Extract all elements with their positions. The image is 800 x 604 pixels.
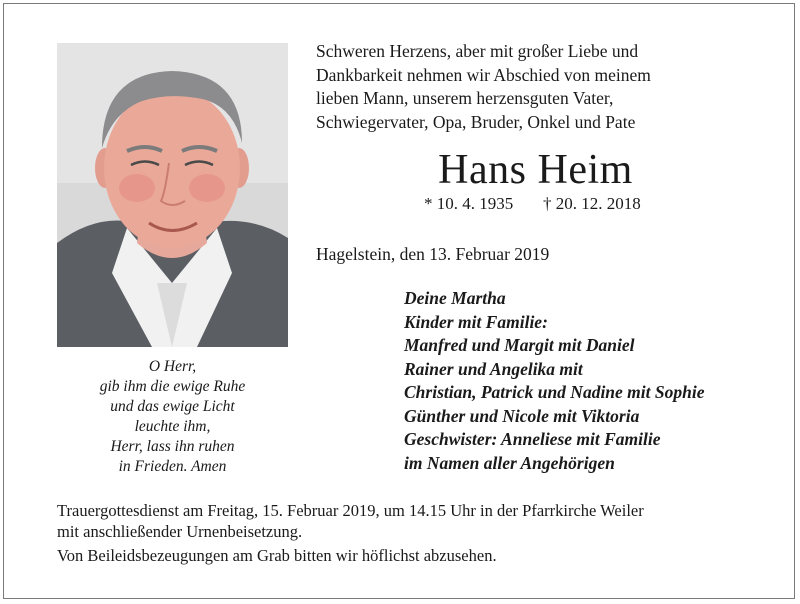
service-line: Trauergottesdienst am Freitag, 15. Februar 2019, um 14.15 Uhr in der Pfarrkirche Weiler: [57, 501, 644, 520]
intro-line: Dankbarkeit nehmen wir Abschied von meinem: [316, 64, 651, 85]
intro-line: Schweren Herzens, aber mit großer Liebe und: [316, 41, 639, 61]
mourner-line: Rainer und Angelika mit: [404, 358, 583, 379]
prayer-line: leuchte ihm,: [134, 418, 211, 435]
deceased-name: Hans Heim: [438, 147, 633, 193]
intro-text: [316, 40, 766, 134]
mourner-line: Deine Martha: [404, 288, 506, 308]
birth-date: * 10. 4. 1935: [424, 194, 514, 213]
prayer-line: O Herr,: [148, 358, 197, 375]
mourner-line: Manfred und Margit mit Daniel: [404, 335, 635, 355]
prayer-line: gib ihm die ewige Ruhe: [99, 378, 246, 395]
intro-line: Schwiegervater, Opa, Bruder, Onkel und Pate: [316, 111, 636, 132]
mourners-list: [404, 287, 704, 475]
death-date: † 20. 12. 2018: [543, 194, 641, 213]
intro-line: lieben Mann, unserem herzensguten Vater,: [316, 88, 614, 108]
service-line: mit anschließender Urnenbeisetzung.: [57, 522, 303, 541]
mourner-line: im Namen aller Angehörigen: [404, 452, 615, 473]
portrait-photo: [57, 43, 288, 347]
prayer-verse: [57, 357, 288, 477]
mourner-line: Geschwister: Anneliese mit Familie: [404, 429, 661, 449]
mourner-line: Christian, Patrick und Nadine mit Sophie: [404, 382, 705, 402]
mourner-line: Günther und Nicole mit Viktoria: [404, 405, 640, 426]
mourner-line: Kinder mit Familie:: [404, 311, 548, 332]
condolence-note: Von Beileidsbezeugungen am Grab bitten wir höflichst abzusehen.: [57, 546, 497, 565]
prayer-line: Herr, lass ihn ruhen: [110, 438, 235, 455]
place-and-date: Hagelstein, den 13. Februar 2019: [316, 244, 550, 264]
funeral-service-info: [57, 500, 777, 542]
prayer-line: in Frieden. Amen: [118, 458, 227, 475]
prayer-line: und das ewige Licht: [110, 398, 235, 415]
